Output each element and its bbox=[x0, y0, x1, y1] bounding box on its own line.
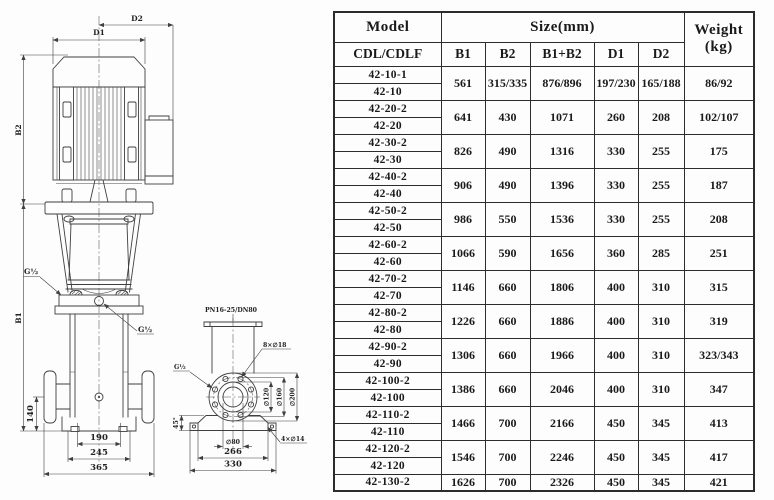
value-cell: 550 bbox=[485, 202, 530, 236]
svg-text:∅160: ∅160 bbox=[276, 387, 284, 407]
table-row bbox=[334, 474, 754, 491]
value-cell: 450 bbox=[594, 474, 638, 491]
weight-cell: 421 bbox=[684, 474, 754, 491]
svg-text:266: 266 bbox=[224, 447, 242, 457]
value-cell: 2246 bbox=[530, 440, 594, 474]
svg-text:D1: D1 bbox=[93, 28, 105, 37]
value-cell: 255 bbox=[638, 202, 684, 236]
dimension-d1 bbox=[53, 28, 145, 64]
weight-cell: 175 bbox=[684, 134, 754, 168]
model-cell: 42-30 bbox=[334, 151, 441, 168]
table-row bbox=[334, 202, 754, 219]
svg-text:365: 365 bbox=[90, 463, 108, 473]
value-cell: 590 bbox=[485, 236, 530, 270]
model-cell: 42-120-2 bbox=[334, 440, 441, 457]
value-cell: 490 bbox=[485, 134, 530, 168]
model-cell: 42-90-2 bbox=[334, 338, 441, 355]
model-cell: 42-10 bbox=[334, 83, 441, 100]
value-cell: 1466 bbox=[441, 406, 485, 440]
model-cell: 42-30-2 bbox=[334, 134, 441, 151]
value-cell: 2046 bbox=[530, 372, 594, 406]
value-cell: 1536 bbox=[530, 202, 594, 236]
value-cell: 310 bbox=[638, 372, 684, 406]
table-header-row-1 bbox=[334, 12, 754, 42]
value-cell: 700 bbox=[485, 440, 530, 474]
dimension-140 bbox=[26, 397, 44, 431]
model-cell: 42-20-2 bbox=[334, 100, 441, 117]
value-cell: 450 bbox=[594, 406, 638, 440]
value-cell: 1066 bbox=[441, 236, 485, 270]
model-cell: 42-100 bbox=[334, 389, 441, 406]
port-label-g-half-2: G½ bbox=[138, 325, 153, 334]
table-row bbox=[334, 406, 754, 423]
value-cell: 255 bbox=[638, 168, 684, 202]
value-cell: 700 bbox=[485, 474, 530, 491]
discharge-flange bbox=[142, 371, 154, 423]
svg-text:140: 140 bbox=[26, 405, 36, 423]
model-cell: 42-10-1 bbox=[334, 66, 441, 83]
svg-text:190: 190 bbox=[90, 433, 108, 443]
value-cell: 700 bbox=[485, 406, 530, 440]
col-header-b2: B2 bbox=[485, 42, 530, 66]
value-cell: 1071 bbox=[530, 100, 594, 134]
model-cell: 42-90 bbox=[334, 355, 441, 372]
value-cell: 641 bbox=[441, 100, 485, 134]
weight-header-unit: (kg) bbox=[704, 39, 733, 56]
table-row bbox=[334, 440, 754, 457]
value-cell: 400 bbox=[594, 338, 638, 372]
value-cell: 360 bbox=[594, 236, 638, 270]
value-cell: 660 bbox=[485, 338, 530, 372]
table-row bbox=[334, 372, 754, 389]
value-cell: 1226 bbox=[441, 304, 485, 338]
value-cell: 310 bbox=[638, 304, 684, 338]
weight-cell: 86/92 bbox=[684, 66, 754, 100]
svg-text:B1: B1 bbox=[14, 312, 23, 324]
model-cell: 42-70-2 bbox=[334, 270, 441, 287]
model-cell: 42-20 bbox=[334, 117, 441, 134]
model-cell: 42-40 bbox=[334, 185, 441, 202]
col-header-d2: D2 bbox=[638, 42, 684, 66]
value-cell: 2326 bbox=[530, 474, 594, 491]
value-cell: 1146 bbox=[441, 270, 485, 304]
model-cell: 42-60-2 bbox=[334, 236, 441, 253]
value-cell: 986 bbox=[441, 202, 485, 236]
value-cell: 826 bbox=[441, 134, 485, 168]
dimension-45deg bbox=[173, 416, 204, 431]
value-cell: 876/896 bbox=[530, 66, 594, 100]
flange-detail-view bbox=[173, 307, 307, 474]
value-cell: 330 bbox=[594, 134, 638, 168]
svg-text:D2: D2 bbox=[131, 14, 143, 23]
value-cell: 345 bbox=[638, 406, 684, 440]
pump-front-view bbox=[14, 14, 173, 477]
value-cell: 260 bbox=[594, 100, 638, 134]
pump-technical-drawing bbox=[0, 0, 335, 500]
value-cell: 400 bbox=[594, 270, 638, 304]
value-cell: 2166 bbox=[530, 406, 594, 440]
value-cell: 310 bbox=[638, 338, 684, 372]
table-row bbox=[334, 270, 754, 287]
svg-text:∅120: ∅120 bbox=[263, 387, 271, 407]
weight-cell: 417 bbox=[684, 440, 754, 474]
value-cell: 345 bbox=[638, 474, 684, 491]
table-row bbox=[334, 338, 754, 355]
value-cell: 1806 bbox=[530, 270, 594, 304]
table-row bbox=[334, 236, 754, 253]
value-cell: 660 bbox=[485, 270, 530, 304]
bolt-holes-label: 8×∅18 bbox=[263, 342, 287, 349]
value-cell: 660 bbox=[485, 304, 530, 338]
value-cell: 561 bbox=[441, 66, 485, 100]
suction-flange bbox=[44, 371, 56, 423]
value-cell: 1316 bbox=[530, 134, 594, 168]
model-cell: 42-80-2 bbox=[334, 304, 441, 321]
col-header-b1b2: B1+B2 bbox=[530, 42, 594, 66]
port-label-g-half-1: G½ bbox=[24, 267, 39, 276]
value-cell: 1546 bbox=[441, 440, 485, 474]
model-cell: 42-110 bbox=[334, 423, 441, 440]
value-cell: 197/230 bbox=[594, 66, 638, 100]
svg-text:B2: B2 bbox=[14, 124, 23, 136]
weight-cell: 323/343 bbox=[684, 338, 754, 372]
table-row bbox=[334, 100, 754, 117]
table-row bbox=[334, 168, 754, 185]
value-cell: 345 bbox=[638, 440, 684, 474]
value-cell: 315/335 bbox=[485, 66, 530, 100]
value-cell: 330 bbox=[594, 168, 638, 202]
value-cell: 1306 bbox=[441, 338, 485, 372]
table-row bbox=[334, 66, 754, 83]
value-cell: 450 bbox=[594, 440, 638, 474]
weight-cell: 315 bbox=[684, 270, 754, 304]
dimension-190 bbox=[78, 423, 121, 447]
model-cell: 42-50-2 bbox=[334, 202, 441, 219]
value-cell: 285 bbox=[638, 236, 684, 270]
value-cell: 400 bbox=[594, 372, 638, 406]
model-cell: 42-40-2 bbox=[334, 168, 441, 185]
terminal-box bbox=[145, 116, 173, 184]
svg-text:∅200: ∅200 bbox=[289, 387, 297, 407]
model-cell: 42-80 bbox=[334, 321, 441, 338]
value-cell: 660 bbox=[485, 372, 530, 406]
table-row bbox=[334, 304, 754, 321]
series-header: CDL/CDLF bbox=[334, 42, 441, 66]
weight-cell: 102/107 bbox=[684, 100, 754, 134]
size-header: Size(mm) bbox=[441, 12, 684, 42]
weight-cell: 187 bbox=[684, 168, 754, 202]
svg-text:45°: 45° bbox=[173, 417, 180, 429]
weight-cell: 319 bbox=[684, 304, 754, 338]
weight-header-label: Weight bbox=[694, 22, 744, 38]
value-cell: 1396 bbox=[530, 168, 594, 202]
weight-header bbox=[684, 12, 754, 66]
model-cell: 42-60 bbox=[334, 253, 441, 270]
model-cell: 42-70 bbox=[334, 287, 441, 304]
size-table-body bbox=[334, 66, 754, 491]
model-cell: 42-110-2 bbox=[334, 406, 441, 423]
svg-text:∅80: ∅80 bbox=[225, 439, 241, 446]
col-header-b1: B1 bbox=[441, 42, 485, 66]
value-cell: 400 bbox=[594, 304, 638, 338]
flange-port-label: G½ bbox=[174, 364, 186, 371]
model-cell: 42-50 bbox=[334, 219, 441, 236]
base-holes-label: 4×∅14 bbox=[281, 436, 305, 443]
model-cell: 42-130-2 bbox=[334, 474, 441, 491]
value-cell: 1386 bbox=[441, 372, 485, 406]
weight-cell: 413 bbox=[684, 406, 754, 440]
model-header: Model bbox=[334, 12, 441, 42]
value-cell: 1886 bbox=[530, 304, 594, 338]
value-cell: 1656 bbox=[530, 236, 594, 270]
weight-cell: 251 bbox=[684, 236, 754, 270]
svg-text:245: 245 bbox=[90, 448, 108, 458]
weight-cell: 208 bbox=[684, 202, 754, 236]
value-cell: 310 bbox=[638, 270, 684, 304]
svg-text:330: 330 bbox=[224, 459, 242, 470]
table-row bbox=[334, 134, 754, 151]
weight-cell: 347 bbox=[684, 372, 754, 406]
value-cell: 330 bbox=[594, 202, 638, 236]
value-cell: 430 bbox=[485, 100, 530, 134]
value-cell: 906 bbox=[441, 168, 485, 202]
value-cell: 490 bbox=[485, 168, 530, 202]
value-cell: 208 bbox=[638, 100, 684, 134]
model-cell: 42-120 bbox=[334, 457, 441, 474]
value-cell: 1966 bbox=[530, 338, 594, 372]
size-table bbox=[333, 11, 755, 492]
value-cell: 255 bbox=[638, 134, 684, 168]
value-cell: 165/188 bbox=[638, 66, 684, 100]
col-header-d1: D1 bbox=[594, 42, 638, 66]
value-cell: 1626 bbox=[441, 474, 485, 491]
flange-spec-label: PN16-25/DN80 bbox=[205, 307, 257, 314]
model-cell: 42-100-2 bbox=[334, 372, 441, 389]
